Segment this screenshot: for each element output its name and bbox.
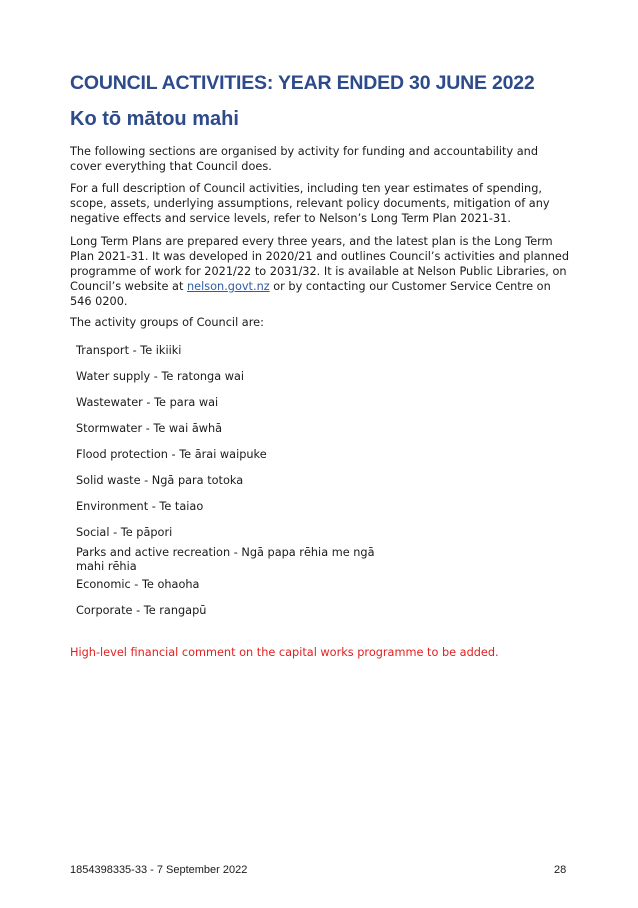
activity-item: Transport - Te ikiiki [76, 344, 182, 357]
activity-item: Stormwater - Te wai āwhā [76, 422, 223, 435]
activity-item: Water supply - Te ratonga wai [76, 370, 245, 383]
description-paragraph [70, 181, 570, 226]
paragraph-text-start: Long Term Plans are prepared every three years, and the latest plan is the Long Term Plan 2021-31. It was developed in 2020/21 and outlines Council’s activities and planned programme of work for 2021/22 to 2031/32. It is available at Nelson Public Libraries, on Council’s website at [70, 235, 570, 293]
footer-document-reference: 1854398335-33 - 7 September 2022 [70, 864, 248, 876]
activity-item: Flood protection - Te ārai waipuke [76, 448, 267, 461]
footer-page-number: 28 [554, 864, 567, 876]
draft-note: High-level financial comment on the capital works programme to be added. [70, 646, 499, 659]
page-subtitle: Ko tō mātou mahi [70, 108, 239, 130]
paragraph-text [70, 234, 570, 309]
paragraph-text: For a full description of Council activities, including ten year estimates of spending, scope, assets, underlying assumptions, relevant policy documents, mitigation of any negative effects and service levels, refer to Nelson’s Long Term Plan 2021-31. [70, 182, 550, 225]
activity-item: Environment - Te taiao [76, 500, 204, 513]
activity-groups-intro [70, 315, 570, 330]
activity-item: Economic - Te ohaoha [76, 578, 200, 591]
page-title: COUNCIL ACTIVITIES: YEAR ENDED 30 JUNE 2022 [70, 72, 535, 94]
paragraph-text: The following sections are organised by activity for funding and accountability and cover everything that Council does. [70, 145, 538, 173]
activity-item: Solid waste - Ngā para totoka [76, 474, 244, 487]
activity-item: Wastewater - Te para wai [76, 396, 219, 409]
intro-paragraph [70, 144, 570, 174]
paragraph-text-end: or by contacting our Customer Service Centre on 546 0200. [70, 280, 551, 308]
long-term-plan-paragraph [70, 234, 570, 309]
paragraph-text: The activity groups of Council are: [70, 316, 264, 329]
activity-item: Parks and active recreation - Ngā papa rēhia me ngā mahi rēhia [76, 546, 375, 573]
activity-item: Social - Te pāpori [76, 526, 173, 539]
website-link[interactable]: nelson.govt.nz [186, 280, 270, 293]
activity-item: Corporate - Te rangapū [76, 604, 207, 617]
